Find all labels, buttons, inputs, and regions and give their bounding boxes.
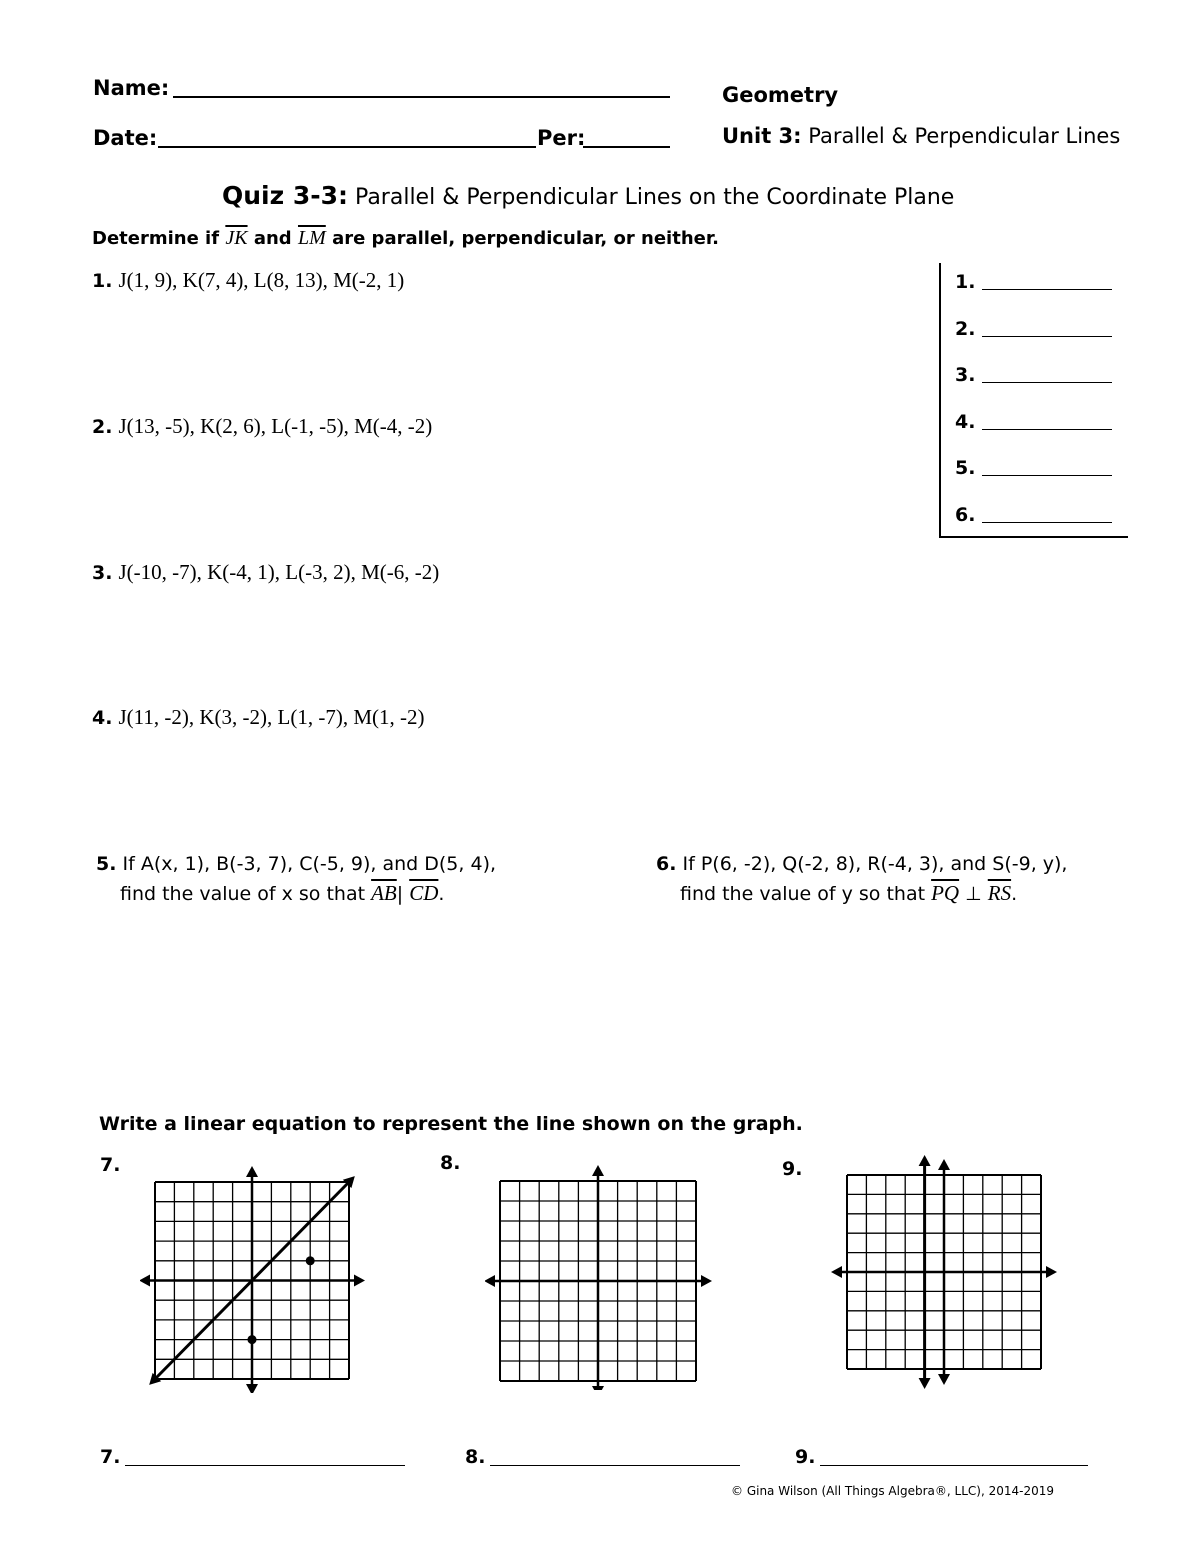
problem-number: 6. (656, 853, 677, 875)
problem-points: J(13, -5), K(2, 6), L(-1, -5), M(-4, -2) (118, 414, 433, 438)
problem-points: J(11, -2), K(3, -2), L(1, -7), M(1, -2) (118, 705, 425, 729)
period-label: Per: (537, 126, 586, 150)
graph-answer-field-9[interactable] (820, 1465, 1088, 1466)
y-axis-arrow-up-icon (246, 1166, 258, 1177)
graph-answer-label-7: 7. (100, 1446, 121, 1468)
date-field[interactable] (158, 146, 536, 148)
graph-line-arrow-icon (919, 1378, 931, 1389)
x-axis-arrow-left-icon (485, 1275, 495, 1287)
perpendicular-symbol: ⊥ (965, 883, 982, 905)
parallel-symbol: | (396, 883, 404, 905)
answer-label-1: 1. (955, 271, 976, 293)
unit-title: Parallel & Perpendicular Lines (808, 124, 1121, 148)
problem-number: 4. (92, 707, 113, 729)
coordinate-graph-9 (830, 1150, 1060, 1400)
answer-field-4[interactable] (982, 429, 1112, 430)
problem-5-line1: If A(x, 1), B(-3, 7), C(-5, 9), and D(5, 4), (122, 853, 497, 875)
name-label: Name: (93, 76, 170, 100)
segment-cd: $\overline{CD}$ (409, 881, 439, 905)
instructions-pre: Determine if (92, 228, 220, 249)
answer-field-6[interactable] (982, 522, 1112, 523)
x-axis-arrow-left-icon (140, 1275, 150, 1287)
answer-field-5[interactable] (982, 475, 1112, 476)
answer-label-6: 6. (955, 504, 976, 526)
date-label: Date: (93, 126, 158, 150)
graph-answer-label-9: 9. (795, 1446, 816, 1468)
graph-point (306, 1256, 315, 1265)
quiz-title-rest: Parallel & Perpendicular Lines on the Coordinate Plane (355, 185, 955, 210)
coordinate-graph-7 (140, 1165, 365, 1393)
answer-label-5: 5. (955, 457, 976, 479)
answer-label-3: 3. (955, 364, 976, 386)
y-axis-arrow-up-icon (938, 1159, 950, 1170)
problem-1 (92, 268, 404, 293)
instructions-post: are parallel, perpendicular, or neither. (332, 228, 719, 249)
problem-points: J(-10, -7), K(-4, 1), L(-3, 2), M(-6, -2) (118, 560, 440, 584)
x-axis-arrow-right-icon (701, 1275, 712, 1287)
x-axis-arrow-left-icon (831, 1266, 842, 1278)
graph-answer-field-7[interactable] (125, 1465, 405, 1466)
segment-pq: $\overline{PQ}$ (931, 881, 960, 905)
quiz-title-bold: Quiz 3-3: (222, 181, 349, 210)
answer-box-bottom-border (939, 536, 1128, 538)
period: . (1011, 883, 1018, 905)
coordinate-graph-8 (485, 1158, 715, 1390)
answer-field-2[interactable] (982, 336, 1112, 337)
graph-number-8: 8. (440, 1152, 461, 1174)
x-axis-arrow-right-icon (354, 1275, 365, 1287)
graph-point (248, 1335, 257, 1344)
problem-number: 2. (92, 416, 113, 438)
answer-label-2: 2. (955, 318, 976, 340)
segment-jk: $\overline{JK}$ (225, 227, 248, 249)
graph-line-arrow-icon (919, 1155, 931, 1166)
problem-6-line1: If P(6, -2), Q(-2, 8), R(-4, 3), and S(-9, y), (682, 853, 1068, 875)
name-field[interactable] (173, 96, 670, 98)
problem-number: 3. (92, 562, 113, 584)
unit-heading (722, 124, 1120, 148)
answer-field-3[interactable] (982, 382, 1112, 383)
segment-lm: $\overline{LM}$ (297, 227, 326, 249)
segment-rs: $\overline{RS}$ (987, 881, 1012, 905)
instructions-mid: and (253, 228, 292, 249)
unit-label: Unit 3: (722, 124, 802, 148)
problem-4 (92, 705, 424, 730)
y-axis-arrow-down-icon (246, 1384, 258, 1393)
answer-field-1[interactable] (982, 289, 1112, 290)
segment-ab: $\overline{AB}$ (371, 881, 397, 905)
graph-answer-label-8: 8. (465, 1446, 486, 1468)
instructions-graphs: Write a linear equation to represent the line shown on the graph. (99, 1113, 803, 1135)
problem-5 (96, 850, 496, 909)
y-axis-arrow-down-icon (592, 1386, 604, 1390)
problem-2 (92, 414, 432, 439)
graph-number-7: 7. (100, 1154, 121, 1176)
problem-6 (656, 850, 1067, 909)
answer-box-left-border (939, 263, 941, 538)
graph-answer-field-8[interactable] (490, 1465, 740, 1466)
graph-number-9: 9. (782, 1158, 803, 1180)
quiz-title (222, 181, 954, 210)
answer-label-4: 4. (955, 411, 976, 433)
x-axis-arrow-right-icon (1046, 1266, 1057, 1278)
instructions-parallel (92, 227, 719, 250)
copyright: © Gina Wilson (All Things Algebra®, LLC), 2014-2019 (731, 1484, 1054, 1498)
problem-number: 5. (96, 853, 117, 875)
y-axis-arrow-up-icon (592, 1165, 604, 1176)
y-axis-arrow-down-icon (938, 1374, 950, 1385)
problem-points: J(1, 9), K(7, 4), L(8, 13), M(-2, 1) (118, 268, 405, 292)
course-title: Geometry (722, 83, 839, 107)
problem-number: 1. (92, 270, 113, 292)
problem-5-line2: find the value of x so that (120, 883, 366, 905)
problem-6-line2: find the value of y so that (680, 883, 926, 905)
period-field[interactable] (583, 146, 670, 148)
period: . (438, 883, 445, 905)
problem-3 (92, 560, 439, 585)
